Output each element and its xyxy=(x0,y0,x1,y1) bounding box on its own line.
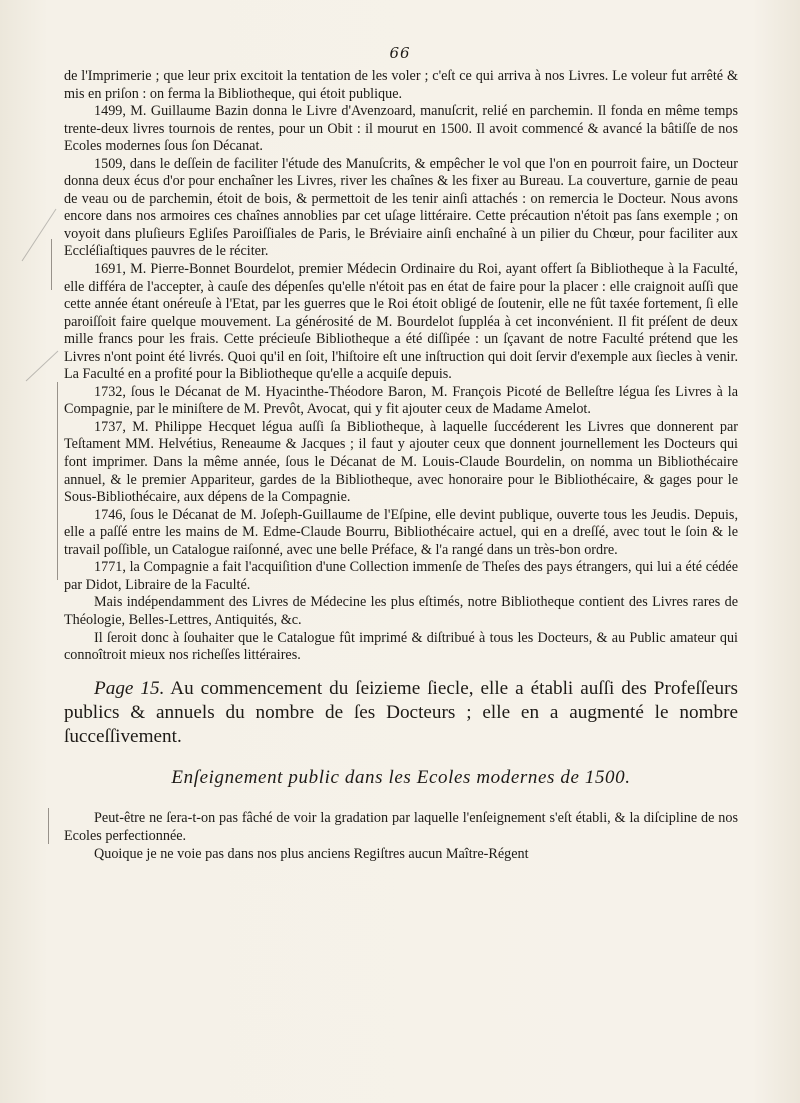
margin-mark xyxy=(48,808,49,844)
margin-mark xyxy=(57,382,58,580)
paragraph: 1771, la Compagnie a fait l'acquiſition d'une Collection immenſe de Theſes des pays étrangers, qui lui a été cédée par Didot, Libraire de la Faculté. xyxy=(64,559,738,593)
large-note-text: Au commencement du ſeizieme ſiecle, elle a établi auſſi des Profeſſeurs publics & annuels du nombre de ſes Docteurs ; elle en a augmenté le nombre ſucceſſivement. xyxy=(64,677,738,747)
section-heading: Enſeignement public dans les Ecoles modernes de 1500. xyxy=(171,766,631,788)
paragraph: Mais indépendamment des Livres de Médecine les plus eſtimés, notre Bibliotheque contient des Livres rares de Théologie, Belles-Lettres, Antiquités, &c. xyxy=(64,594,738,628)
pencil-stroke-icon xyxy=(20,345,60,385)
main-text xyxy=(64,68,738,665)
paragraph: 1737, M. Philippe Hecquet légua auſſi ſa Bibliotheque, à laquelle ſuccéderent les Livres que donnerent par Teſtament MM. Helvétius, Reneaume & Jacques ; il faut y ajouter ceux que donnent journellement les Docteurs qui font imprimer. Dans la même année, ſous le Décanat de M. Louis-Claude Bourdelin, on nomma un Bibliothécaire annuel, & le premier Appariteur, gardes de la Bibliotheque, avec honoraire pour le Bibliothécaire, & gages pour le Sous-Bibliothécaire, aux dépens de la Compagnie. xyxy=(64,418,738,506)
paragraph: Il ſeroit donc à ſouhaiter que le Catalogue fût imprimé & diſtribué à tous les Docteurs, & au Public amateur qui connoîtroit mieux nos richeſſes littéraires. xyxy=(64,629,738,664)
large-note xyxy=(64,677,738,749)
paragraph: 1691, M. Pierre-Bonnet Bourdelot, premier Médecin Ordinaire du Roi, ayant offert ſa Bibliotheque à la Faculté, elle différa de l'accepter, à cauſe des dépenſes qu'elle n'étoit pas en état de faire pour la placer : elle craignoit auſſi que cette année étant onéreuſe à l'Etat, par les guerres que le Roi étoit obligé de ſoutenir, elle ne fût taxée fortement, ſi elle paroiſſoit faire quelque mouvement. La générosité de M. Bourdelot ſuppléa à cet inconvénient. Il fit préſent de deux mille francs pour les frais. Cette précieuſe Bibliotheque a été diſſipée : un ſçavant de notre Faculté prétend que les Livres n'ont point été livrés. Quoi qu'il en ſoit, l'hiſtoire eſt une inſtruction qui doit ſervir d'exemple aux ſiecles à venir. La Faculté en a profité pour la Bibliotheque qu'elle a acquiſe depuis. xyxy=(64,261,738,383)
paragraph: Quoique je ne voie pas dans nos plus anciens Regiſtres aucun Maître-Régent xyxy=(94,845,529,862)
paragraph: Peut-être ne ſera-t-on pas fâché de voir la gradation par laquelle l'enſeignement s'eſt établi, & la diſcipline de nos Ecoles perfectionnée. xyxy=(64,809,738,844)
paragraph: 1746, ſous le Décanat de M. Joſeph-Guillaume de l'Eſpine, elle devint publique, ouverte tous les Jeudis. Depuis, elle a paſſé entre les mains de M. Edme-Claude Bourru, Bibliothécaire actuel, qui en a dreſſé, avec tout le ſoin & le travail poſſible, un Catalogue raiſonné, avec une belle Préface, & l'a rangé dans un très-bon ordre. xyxy=(64,506,738,558)
page-number: 66 xyxy=(389,44,411,62)
page-reference: Page 15. xyxy=(94,677,165,699)
closing-text xyxy=(64,809,738,863)
paragraph: 1509, dans le deſſein de faciliter l'étude des Manuſcrits, & empêcher le vol que l'on en pourroit faire, un Docteur donna deux écus d'or pour enchaîner les Livres, river les chaînes & les fixer au Bureau. La couverture, garnie de peau de veau ou de parchemin, étoit de bois, & permettoit de les tenir ainſi attachés : on remercia le Docteur. Nous avons encore dans nos armoires ces chaînes annoblies par cet uſage littéraire. Cette précaution n'étoit pas ſans exemple ; on voyoit dans pluſieurs Egliſes Paroiſſiales de Paris, le Bréviaire ainſi enchaîné à un pilier du Chœur, pour faciliter aux Eccléſiaſtiques pauvres de le réciter. xyxy=(64,155,738,260)
paragraph: 1732, ſous le Décanat de M. Hyacinthe-Théodore Baron, M. François Picoté de Belleſtre légua ſes Livres à la Compagnie, par le miniſtere de M. Prevôt, Avocat, qui y fit ajouter ceux de Madame Amelot. xyxy=(64,383,738,418)
paragraph: de l'Imprimerie ; que leur prix excitoit la tentation de les voler ; c'eſt ce qui arriva à nos Livres. Le voleur fut arrêté & mis en priſon : on ferma la Bibliotheque, qui étoit publique. xyxy=(64,68,738,102)
paragraph: 1499, M. Guillaume Bazin donna le Livre d'Avenzoard, manuſcrit, relié en parchemin. Il fonda en même temps trente-deux livres tournois de rentes, pour un Obit : il mourut en 1500. Il avoit commencé & avancé la bâtiſſe de nos Ecoles modernes ſous ſon Décanat. xyxy=(64,103,738,155)
pencil-stroke-icon xyxy=(18,205,58,265)
